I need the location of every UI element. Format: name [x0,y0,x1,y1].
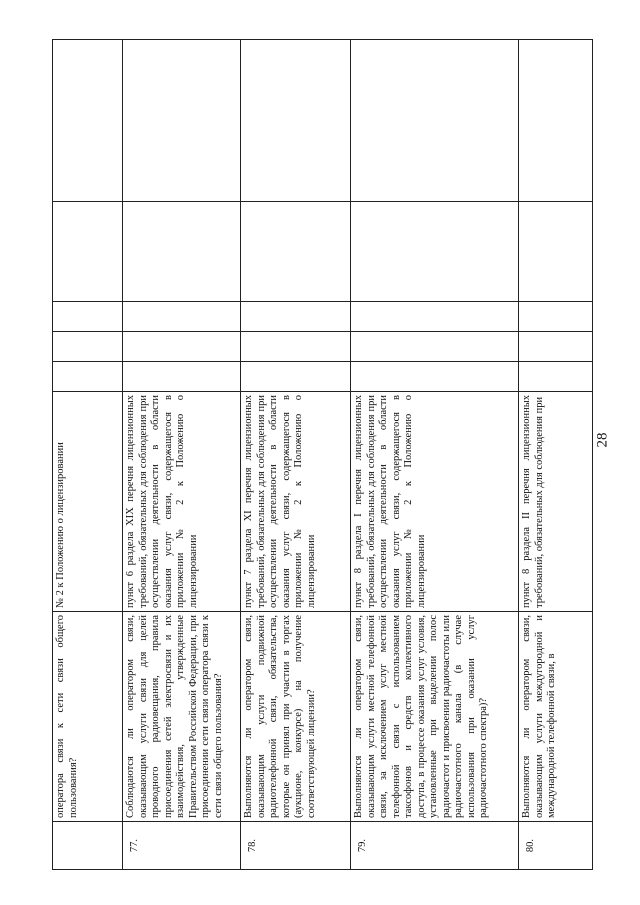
note-cell [351,202,519,302]
question-cell: оператора связи к сети связи общего пользования? [53,612,123,822]
remark-cell [351,40,519,202]
no-cell [351,332,519,362]
table-row [351,40,519,870]
question-cell: Выполняются ли оператором связи, оказывающим услуги местной телефонной связи, за исключением услуг местной телефонной связи с использованием таксофонов и средств коллективного доступа, в процессе оказания услуг условия, установленные при выделении полос радиочастот и присвоении радиочастоты или радиочастотного канала (в случае использования при оказании услуг радиочастотного спектра)? [351,612,519,822]
question-cell: Выполняются ли оператором связи, оказывающим услуги подвижной радиотелефонной связи, обязательства, которые он принял при участии в торгах (аукционе, конкурсе) на получение соответствующей лицензии? [241,612,351,822]
requisites-cell: пункт 7 раздела XI перечня лицензионных требований, обязательных для соблюдения при осуществлении деятельности в области оказания услуг связи, содержащегося в приложении № 2 к Положению о лицензировании [241,392,351,612]
page-number: 28 [594,432,611,448]
question-cell: Соблюдаются ли оператором связи, оказывающим услуги связи для целей проводного радиовещания, правила присоединения сетей электросвязи и их взаимодействия, утвержденные Правительством Российской Федерации, при присоединении сети связи оператора связи к сети связи общего пользования? [123,612,241,822]
remark-cell [53,40,123,202]
no-cell [53,332,123,362]
yes-cell [351,362,519,392]
question-cell: Выполняются ли оператором связи, оказывающим услуги междугородной и международной телефонной связи, в [519,612,593,822]
no-cell [241,332,351,362]
remark-cell [241,40,351,202]
requisites-cell: пункт 8 раздела I перечня лицензионных требований, обязательных для соблюдения при осуществлении деятельности в области оказания услуг связи, содержащегося в приложении № 2 к Положению о лицензировании [351,392,519,612]
note-cell [123,202,241,302]
yes-cell [53,362,123,392]
note-cell [519,202,593,302]
na-cell [123,302,241,332]
yes-cell [123,362,241,392]
row-number [53,822,123,870]
requisites-cell: пункт 8 раздела II перечня лицензионных требований, обязательных для соблюдения при [519,392,593,612]
row-number: 80. [519,822,593,870]
row-number: 78. [241,822,351,870]
no-cell [519,332,593,362]
rotated-table-container [52,40,592,870]
row-number: 77. [123,822,241,870]
requirements-table [52,39,593,870]
row-number: 79. [351,822,519,870]
table-row [123,40,241,870]
na-cell [351,302,519,332]
no-cell [123,332,241,362]
remark-cell [519,40,593,202]
na-cell [241,302,351,332]
yes-cell [519,362,593,392]
na-cell [53,302,123,332]
table-row [519,40,593,870]
remark-cell [123,40,241,202]
na-cell [519,302,593,332]
requisites-cell: № 2 к Положению о лицензировании [53,392,123,612]
table-row [241,40,351,870]
yes-cell [241,362,351,392]
note-cell [53,202,123,302]
table-row [53,40,123,870]
note-cell [241,202,351,302]
requisites-cell: пункт 6 раздела XIX перечня лицензионных требований, обязательных для соблюдения при осуществлении деятельности в области оказания услуг связи, содержащегося в приложении № 2 к Положению о лицензировании [123,392,241,612]
